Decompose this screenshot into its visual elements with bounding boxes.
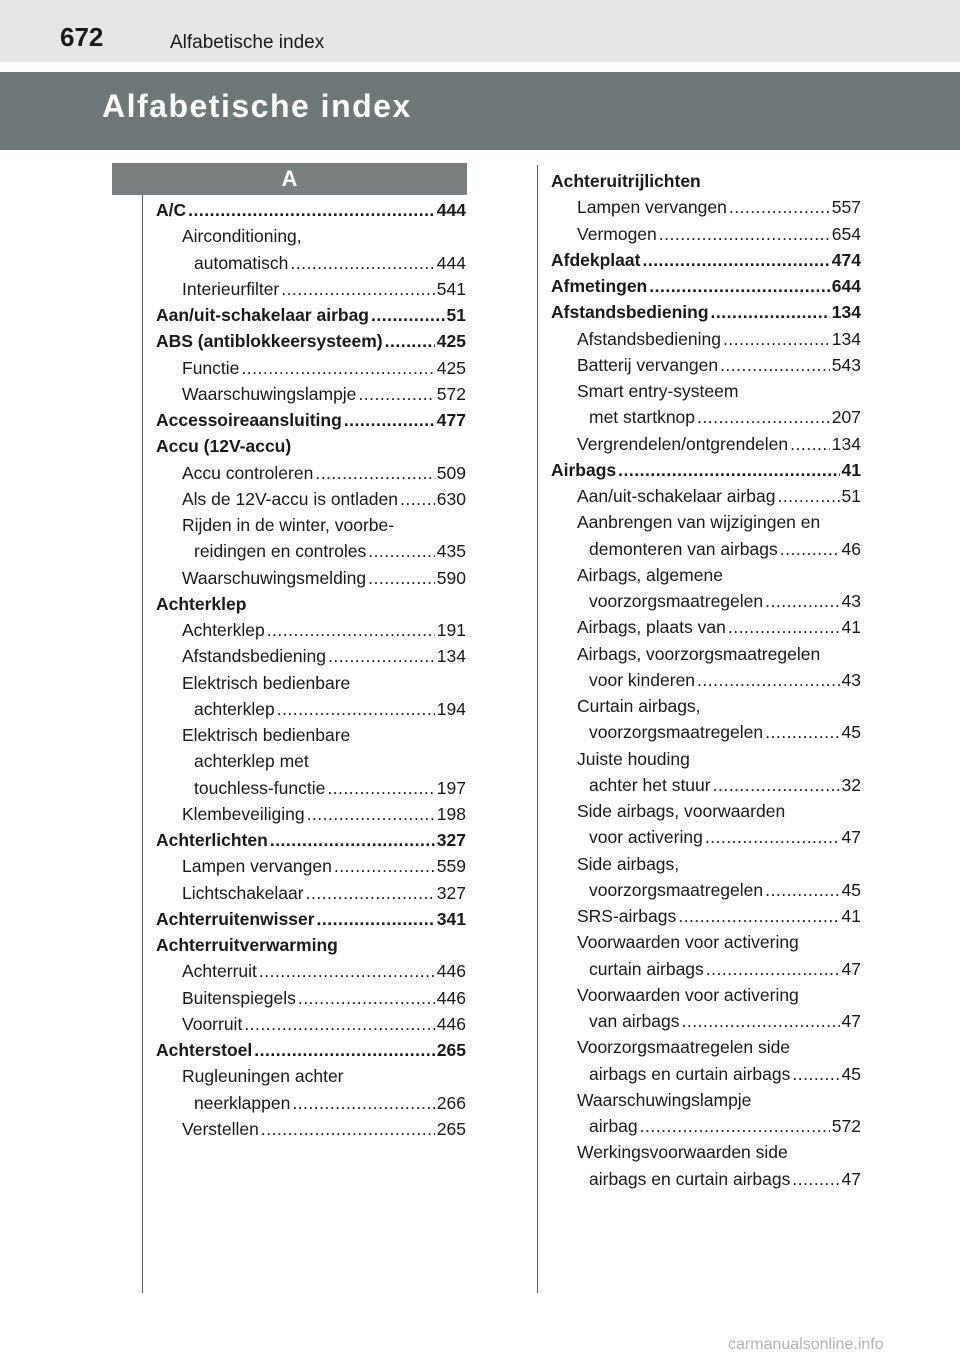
- entry-page-number: 477: [436, 410, 466, 430]
- index-entry-main: [551, 247, 861, 273]
- dot-leader: [298, 985, 435, 1011]
- dot-leader: [792, 1061, 839, 1087]
- dot-leader: [706, 956, 840, 982]
- index-subheading: Airconditioning,: [182, 226, 302, 247]
- index-subheading: achterklep met: [194, 751, 309, 772]
- index-entry-sub: [589, 719, 861, 745]
- index-entry-sub: [182, 853, 466, 879]
- entry-term: Afstandsbediening: [551, 302, 709, 323]
- entry-term: Airbags: [551, 459, 617, 480]
- entry-term: Interieurfilter: [182, 278, 280, 299]
- entry-page-number: 47: [841, 827, 861, 848]
- index-entry-sub: [577, 221, 861, 247]
- dot-leader: [765, 588, 839, 614]
- index-entry-sub: [182, 486, 466, 512]
- dot-leader: [642, 247, 829, 273]
- dot-leader: [358, 381, 434, 407]
- entry-term: voor activering: [589, 827, 703, 848]
- entry-page-number: 45: [841, 879, 861, 900]
- entry-term: Waarschuwingsmelding: [182, 567, 367, 588]
- index-entry-main: [156, 906, 466, 932]
- entry-page-number: 265: [436, 1118, 466, 1139]
- index-subheading: Aanbrengen van wijzigingen en: [577, 512, 821, 533]
- entry-page-number: 194: [436, 698, 466, 719]
- entry-term: Vermogen: [577, 223, 657, 244]
- index-entry-sub: [589, 1061, 861, 1087]
- dot-leader: [368, 565, 435, 591]
- entry-term: voor kinderen: [589, 669, 696, 690]
- index-entry-sub: [589, 877, 861, 903]
- index-entry-sub: [577, 431, 861, 457]
- entry-page-number: 46: [841, 538, 861, 559]
- entry-term: achterklep: [194, 698, 275, 719]
- index-entry-sub: [589, 824, 861, 850]
- index-entry-main: [551, 457, 861, 483]
- index-subheading: Juiste houding: [577, 748, 690, 769]
- title-banner: [0, 72, 960, 150]
- left-column-rule: [142, 165, 143, 1293]
- entry-term: Accu controleren: [182, 462, 314, 483]
- dot-leader: [765, 719, 839, 745]
- entry-term: demonteren van airbags: [589, 538, 778, 559]
- entry-term: Buitenspiegels: [182, 987, 296, 1008]
- page-title: Alfabetische index: [102, 88, 412, 124]
- index-entry-sub: [182, 958, 466, 984]
- index-entry-sub: [182, 880, 466, 906]
- dot-leader: [334, 853, 435, 879]
- index-subheading: Airbags, algemene: [577, 564, 723, 585]
- index-entry-sub: [182, 985, 466, 1011]
- index-entry-main: [156, 328, 466, 354]
- index-entry-sub: [589, 1113, 861, 1139]
- entry-term: Aan/uit-schakelaar airbag: [156, 305, 369, 325]
- dot-leader: [729, 194, 830, 220]
- index-subheading: Voorwaarden voor activering: [577, 932, 799, 953]
- index-entry-main: [156, 302, 466, 328]
- entry-term: Vergrendelen/ontgrendelen: [577, 433, 789, 454]
- entry-page-number: 446: [436, 987, 466, 1008]
- entry-term: automatisch: [194, 252, 289, 273]
- entry-page-number: 557: [831, 197, 861, 218]
- dot-leader: [317, 906, 435, 932]
- dot-leader: [711, 299, 830, 325]
- entry-page-number: 45: [841, 722, 861, 743]
- index-subheading: Voorzorgsmaatregelen side: [577, 1037, 791, 1058]
- entry-term: Afstandsbediening: [182, 646, 326, 667]
- index-entry-sub: [194, 1090, 466, 1116]
- entry-page-number: 51: [841, 486, 861, 506]
- index-entry-main: [156, 197, 466, 223]
- entry-term: Functie: [182, 357, 240, 378]
- dot-leader: [281, 276, 435, 302]
- entry-page-number: 341: [436, 908, 466, 929]
- index-heading: Achteruitrijlichten: [551, 171, 701, 191]
- index-entry-sub: [577, 903, 861, 929]
- section-letter-header: A: [112, 163, 467, 195]
- entry-page-number: 43: [841, 669, 861, 690]
- dot-leader: [618, 457, 839, 483]
- dot-leader: [400, 486, 435, 512]
- entry-term: voorzorgsmaatregelen: [589, 879, 764, 900]
- index-entry-main: [551, 299, 861, 325]
- entry-page-number: 435: [436, 541, 466, 562]
- dot-leader: [659, 221, 830, 247]
- entry-term: A/C: [156, 200, 187, 220]
- dot-leader: [292, 1090, 434, 1116]
- dot-leader: [290, 250, 434, 276]
- entry-page-number: 327: [436, 830, 466, 850]
- entry-page-number: 41: [841, 617, 861, 638]
- index-entry-sub: [589, 536, 861, 562]
- index-entry-sub: [589, 1166, 861, 1192]
- index-subheading: Rugleuningen achter: [182, 1066, 344, 1087]
- index-entry-main: [156, 827, 466, 853]
- entry-page-number: 134: [436, 646, 466, 667]
- dot-leader: [267, 617, 435, 643]
- entry-term: Batterij vervangen: [577, 354, 719, 375]
- entry-page-number: 265: [436, 1040, 466, 1060]
- index-subheading: Airbags, voorzorgsmaatregelen: [577, 643, 821, 664]
- entry-page-number: 572: [436, 383, 466, 404]
- index-entry-main: [551, 273, 861, 299]
- dot-leader: [790, 431, 830, 457]
- entry-term: curtain airbags: [589, 958, 704, 979]
- index-entry-sub: [182, 801, 466, 827]
- dot-leader: [254, 1037, 435, 1063]
- top-header-bar: [0, 0, 960, 62]
- index-entry-sub: [182, 276, 466, 302]
- index-entry-sub: [182, 617, 466, 643]
- entry-term: voorzorgsmaatregelen: [589, 722, 764, 743]
- index-entry-sub: [577, 352, 861, 378]
- index-entry-sub: [194, 775, 466, 801]
- entry-term: Verstellen: [182, 1118, 259, 1139]
- entry-page-number: 654: [831, 223, 861, 244]
- dot-leader: [328, 643, 435, 669]
- entry-term: Achterstoel: [156, 1040, 253, 1060]
- entry-term: Voorruit: [182, 1013, 243, 1034]
- index-entry-sub: [589, 956, 861, 982]
- index-entry-sub: [182, 460, 466, 486]
- index-entry-sub: [589, 404, 861, 430]
- dot-leader: [259, 958, 435, 984]
- index-entry-sub: [182, 381, 466, 407]
- index-entry-sub: [589, 1008, 861, 1034]
- index-subheading: Smart entry-systeem: [577, 381, 739, 401]
- index-entry-sub: [194, 250, 466, 276]
- right-column-rule: [537, 165, 538, 1293]
- entry-page-number: 47: [841, 1168, 861, 1189]
- dot-leader: [728, 614, 840, 640]
- dot-leader: [705, 824, 840, 850]
- dot-leader: [315, 460, 434, 486]
- entry-page-number: 45: [841, 1063, 861, 1084]
- entry-page-number: 47: [841, 958, 861, 979]
- entry-page-number: 134: [831, 328, 861, 349]
- index-entry-sub: [577, 483, 861, 509]
- index-entry-sub: [182, 1116, 466, 1142]
- entry-page-number: 644: [831, 276, 861, 296]
- index-subheading: Elektrisch bedienbare: [182, 672, 351, 693]
- entry-term: SRS-airbags: [577, 906, 677, 926]
- index-entry-sub: [577, 614, 861, 640]
- entry-page-number: 541: [436, 278, 466, 299]
- entry-page-number: 41: [841, 906, 861, 926]
- dot-leader: [277, 696, 435, 722]
- index-entry-sub: [182, 355, 466, 381]
- entry-page-number: 425: [436, 331, 466, 352]
- dot-leader: [261, 1116, 435, 1142]
- entry-page-number: 425: [436, 357, 466, 378]
- index-entry-sub: [182, 1011, 466, 1037]
- entry-term: ABS (antiblokkeersysteem): [156, 331, 383, 352]
- entry-page-number: 572: [831, 1116, 861, 1136]
- dot-leader: [368, 538, 435, 564]
- index-subheading: Rijden in de winter, voorbe-: [182, 515, 395, 535]
- dot-leader: [371, 302, 445, 328]
- index-entry-sub: [589, 772, 861, 798]
- index-subheading: Side airbags, voorwaarden: [577, 801, 786, 821]
- entry-term: Als de 12V-accu is ontladen: [182, 488, 398, 509]
- entry-term: Achterruit: [182, 961, 257, 982]
- entry-page-number: 630: [436, 488, 466, 509]
- dot-leader: [344, 407, 435, 433]
- entry-term: van airbags: [589, 1011, 680, 1031]
- entry-term: neerklappen: [194, 1092, 291, 1113]
- entry-page-number: 197: [436, 777, 466, 798]
- dot-leader: [681, 1008, 839, 1034]
- entry-page-number: 41: [841, 459, 861, 480]
- index-subheading: Elektrisch bedienbare: [182, 725, 351, 745]
- index-subheading: Waarschuwingslampje: [577, 1089, 752, 1110]
- index-entry-sub: [577, 194, 861, 220]
- entry-term: Afmetingen: [551, 276, 648, 296]
- dot-leader: [244, 1011, 434, 1037]
- page-number: 672: [60, 22, 104, 52]
- index-heading: Achterklep: [156, 593, 247, 614]
- entry-page-number: 590: [436, 567, 466, 588]
- entry-page-number: 207: [831, 407, 861, 428]
- entry-term: Afdekplaat: [551, 249, 641, 270]
- entry-term: airbags en curtain airbags: [589, 1063, 791, 1084]
- entry-term: met startknop: [589, 407, 696, 428]
- index-entry-main: [156, 407, 466, 433]
- dot-leader: [306, 880, 435, 906]
- index-subheading: Curtain airbags,: [577, 696, 701, 716]
- entry-page-number: 191: [436, 620, 466, 640]
- entry-page-number: 327: [436, 882, 466, 903]
- entry-term: Achterruitenwisser: [156, 908, 315, 929]
- entry-page-number: 444: [436, 252, 466, 273]
- entry-term: Lichtschakelaar: [182, 882, 304, 903]
- index-heading: Achterruitverwarming: [156, 935, 338, 955]
- dot-leader: [678, 903, 839, 929]
- entry-term: Accessoireaansluiting: [156, 410, 342, 430]
- dot-leader: [723, 326, 830, 352]
- entry-term: Klembeveiliging: [182, 803, 305, 824]
- dot-leader: [713, 772, 840, 798]
- dot-leader: [188, 197, 435, 223]
- index-entry-sub: [182, 565, 466, 591]
- entry-page-number: 559: [436, 856, 466, 877]
- entry-term: Aan/uit-schakelaar airbag: [577, 486, 776, 506]
- dot-leader: [640, 1113, 830, 1139]
- index-entry-sub: [589, 667, 861, 693]
- entry-page-number: 51: [446, 305, 466, 325]
- entry-term: achter het stuur: [589, 774, 711, 795]
- entry-page-number: 134: [831, 433, 861, 454]
- dot-leader: [697, 404, 830, 430]
- entry-page-number: 43: [841, 591, 861, 611]
- entry-page-number: 444: [436, 200, 466, 220]
- entry-term: airbag: [589, 1116, 638, 1136]
- entry-term: Airbags, plaats van: [577, 617, 726, 638]
- index-entry-sub: [194, 696, 466, 722]
- running-header-title: Alfabetische index: [170, 32, 325, 53]
- dot-leader: [649, 273, 830, 299]
- dot-leader: [307, 801, 435, 827]
- index-entry-sub: [182, 643, 466, 669]
- dot-leader: [270, 827, 435, 853]
- watermark: carmanualsonline.info: [728, 1336, 884, 1353]
- entry-page-number: 134: [831, 302, 861, 323]
- index-heading: Accu (12V-accu): [156, 436, 292, 457]
- index-subheading: Voorwaarden voor activering: [577, 984, 799, 1005]
- entry-term: Waarschuwingslampje: [182, 383, 357, 404]
- entry-term: airbags en curtain airbags: [589, 1168, 791, 1189]
- entry-page-number: 266: [436, 1092, 466, 1113]
- entry-term: reidingen en controles: [194, 541, 367, 562]
- entry-term: Achterklep: [182, 620, 265, 640]
- index-subheading: Werkingsvoorwaarden side: [577, 1142, 788, 1163]
- entry-page-number: 509: [436, 462, 466, 483]
- dot-leader: [765, 877, 839, 903]
- index-subheading: Side airbags,: [577, 853, 680, 874]
- entry-page-number: 474: [831, 249, 861, 270]
- index-entry-sub: [194, 538, 466, 564]
- index-entry-main: [156, 1037, 466, 1063]
- entry-page-number: 446: [436, 961, 466, 982]
- dot-leader: [697, 667, 839, 693]
- entry-term: touchless-functie: [194, 777, 326, 798]
- entry-term: Afstandsbediening: [577, 328, 721, 349]
- entry-page-number: 446: [436, 1013, 466, 1034]
- entry-page-number: 47: [841, 1011, 861, 1031]
- dot-leader: [777, 483, 839, 509]
- entry-term: voorzorgsmaatregelen: [589, 591, 764, 611]
- dot-leader: [780, 536, 840, 562]
- entry-page-number: 543: [831, 354, 861, 375]
- entry-term: Lampen vervangen: [182, 856, 332, 877]
- entry-term: Lampen vervangen: [577, 197, 727, 218]
- dot-leader: [241, 355, 434, 381]
- dot-leader: [792, 1166, 839, 1192]
- index-entry-sub: [589, 588, 861, 614]
- entry-term: Achterlichten: [156, 830, 268, 850]
- entry-page-number: 32: [841, 774, 861, 795]
- index-entry-sub: [577, 326, 861, 352]
- dot-leader: [327, 775, 434, 801]
- dot-leader: [720, 352, 830, 378]
- entry-page-number: 198: [436, 803, 466, 824]
- dot-leader: [385, 328, 435, 354]
